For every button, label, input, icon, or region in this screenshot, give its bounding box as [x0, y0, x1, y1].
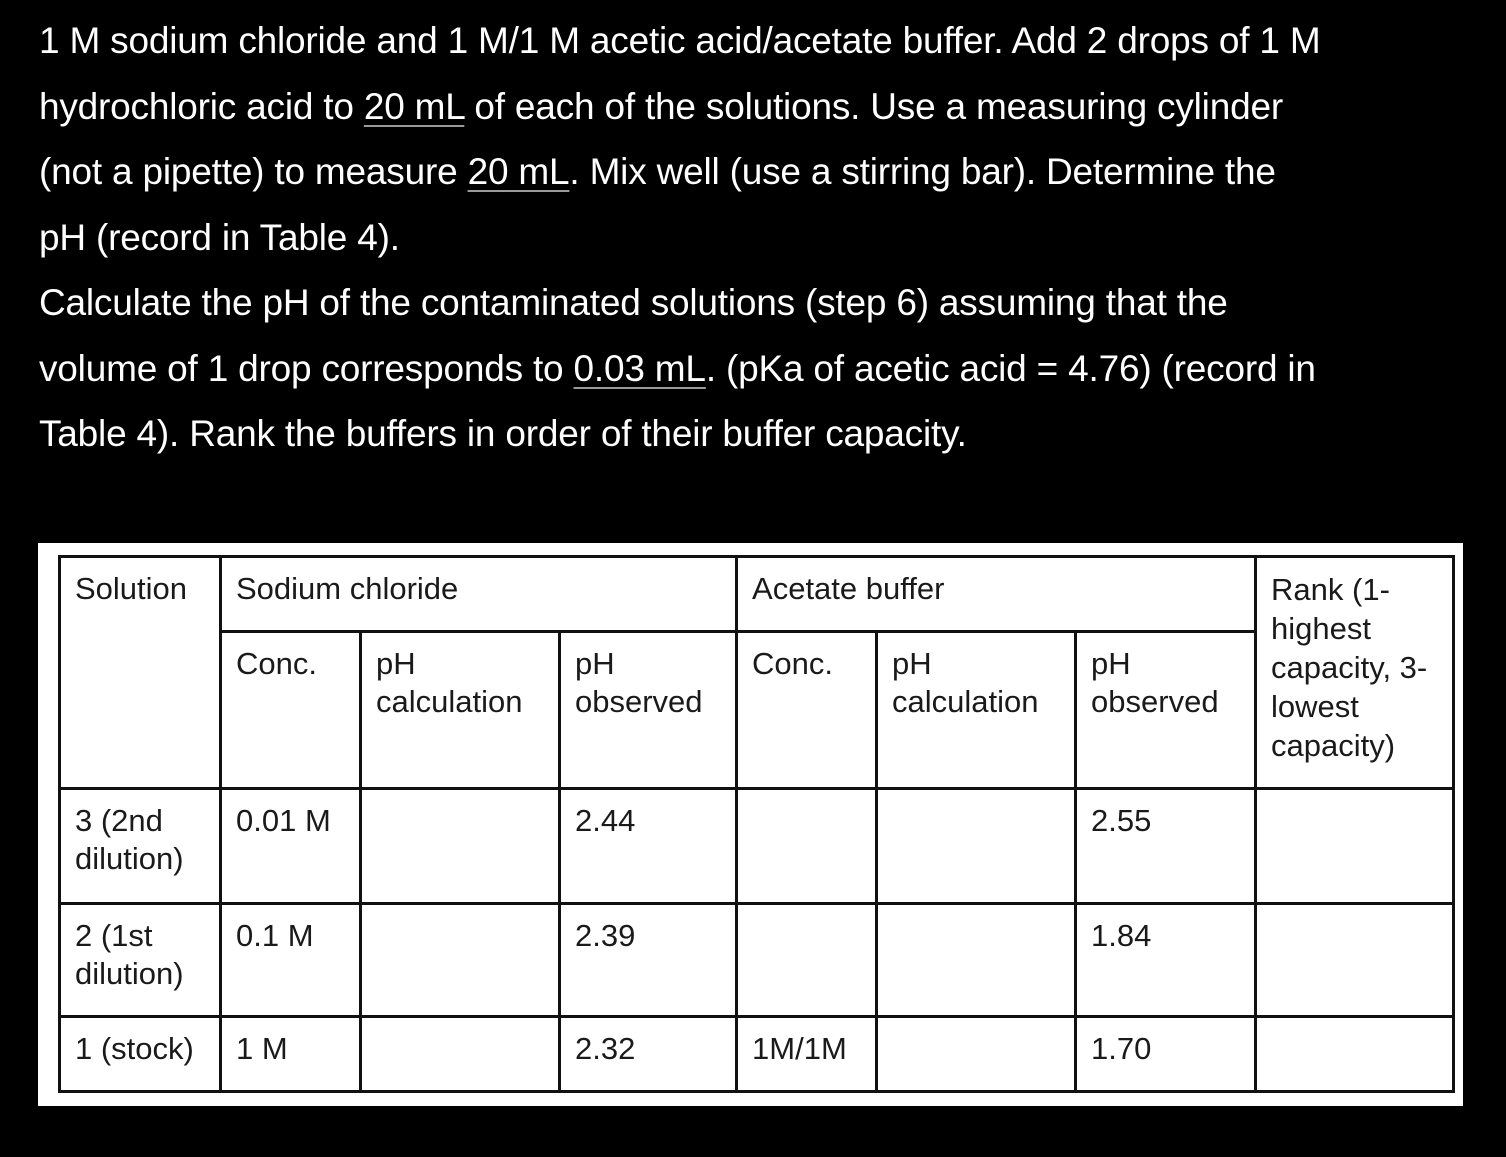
cell-solution: 2 (1st dilution): [60, 904, 221, 1017]
cell-solution: 3 (2nd dilution): [60, 789, 221, 904]
instruction-line-2: [39, 74, 1479, 140]
cell-nacl-ph-calculation[interactable]: [361, 904, 560, 1017]
cell-rank[interactable]: [1256, 1017, 1454, 1092]
table-row: [60, 789, 1454, 904]
header-row-subcolumns: [60, 632, 1454, 789]
cell-rank[interactable]: [1256, 789, 1454, 904]
cell-nacl-ph-observed: 2.39: [560, 904, 737, 1017]
header-sodium-chloride: Sodium chloride: [221, 557, 737, 632]
drop-volume-underlined: 0.03 mL: [573, 347, 706, 389]
cell-nacl-ph-observed: 2.44: [560, 789, 737, 904]
cell-acetate-conc[interactable]: [737, 904, 877, 1017]
table-panel: [38, 543, 1463, 1106]
cell-nacl-conc: 0.01 M: [221, 789, 361, 904]
instruction-line-1: 1 M sodium chloride and 1 M/1 M acetic acid/acetate buffer. Add 2 drops of 1 M: [39, 20, 1321, 61]
cell-nacl-ph-calculation[interactable]: [361, 789, 560, 904]
cell-nacl-conc: 1 M: [221, 1017, 361, 1092]
cell-nacl-ph-observed: 2.32: [560, 1017, 737, 1092]
table-row: [60, 1017, 1454, 1092]
cell-solution: 1 (stock): [60, 1017, 221, 1092]
table-row: [60, 904, 1454, 1017]
cell-rank[interactable]: [1256, 904, 1454, 1017]
header-rank: Rank (1-highest capacity, 3-lowest capacity): [1256, 557, 1454, 789]
instruction-text-segment: . Mix well (use a stirring bar). Determine the: [569, 151, 1276, 192]
cell-acetate-ph-calculation[interactable]: [877, 789, 1076, 904]
results-table-4: [58, 555, 1455, 1093]
volume-20ml-underlined: 20 mL: [467, 151, 570, 192]
cell-acetate-conc: 1M/1M: [737, 1017, 877, 1092]
header-nacl-ph-calculation: pH calculation: [361, 632, 560, 789]
instruction-text-segment: (not a pipette) to measure: [39, 151, 468, 192]
instruction-line-6: [39, 336, 1479, 402]
header-acetate-conc: Conc.: [737, 632, 877, 789]
instruction-line-7: Table 4). Rank the buffers in order of their buffer capacity.: [39, 413, 967, 454]
header-acetate-ph-observed: pH observed: [1076, 632, 1256, 789]
cell-acetate-ph-observed: 1.84: [1076, 904, 1256, 1017]
header-row-groups: [60, 557, 1454, 632]
instruction-text-segment: of each of the solutions. Use a measuring cylinder: [464, 85, 1283, 127]
instructions-text: [39, 8, 1479, 467]
header-solution: Solution: [60, 557, 221, 789]
header-nacl-ph-observed: pH observed: [560, 632, 737, 789]
header-acetate-ph-calculation: pH calculation: [877, 632, 1076, 789]
instruction-line-3: [39, 139, 1479, 205]
cell-acetate-ph-calculation[interactable]: [877, 904, 1076, 1017]
volume-20ml-underlined: 20 mL: [363, 85, 465, 127]
cell-acetate-ph-observed: 2.55: [1076, 789, 1256, 904]
cell-nacl-conc: 0.1 M: [221, 904, 361, 1017]
instruction-line-5: Calculate the pH of the contaminated solutions (step 6) assuming that the: [39, 282, 1228, 323]
header-acetate-buffer: Acetate buffer: [737, 557, 1256, 632]
cell-acetate-ph-observed: 1.70: [1076, 1017, 1256, 1092]
instruction-line-4: pH (record in Table 4).: [39, 216, 400, 258]
instruction-text-segment: . (pKa of acetic acid = 4.76) (record in: [705, 347, 1316, 389]
cell-nacl-ph-calculation[interactable]: [361, 1017, 560, 1092]
cell-acetate-conc[interactable]: [737, 789, 877, 904]
header-nacl-conc: Conc.: [221, 632, 361, 789]
instruction-text-segment: hydrochloric acid to: [39, 85, 364, 127]
instruction-text-segment: volume of 1 drop corresponds to: [39, 347, 574, 389]
cell-acetate-ph-calculation[interactable]: [877, 1017, 1076, 1092]
